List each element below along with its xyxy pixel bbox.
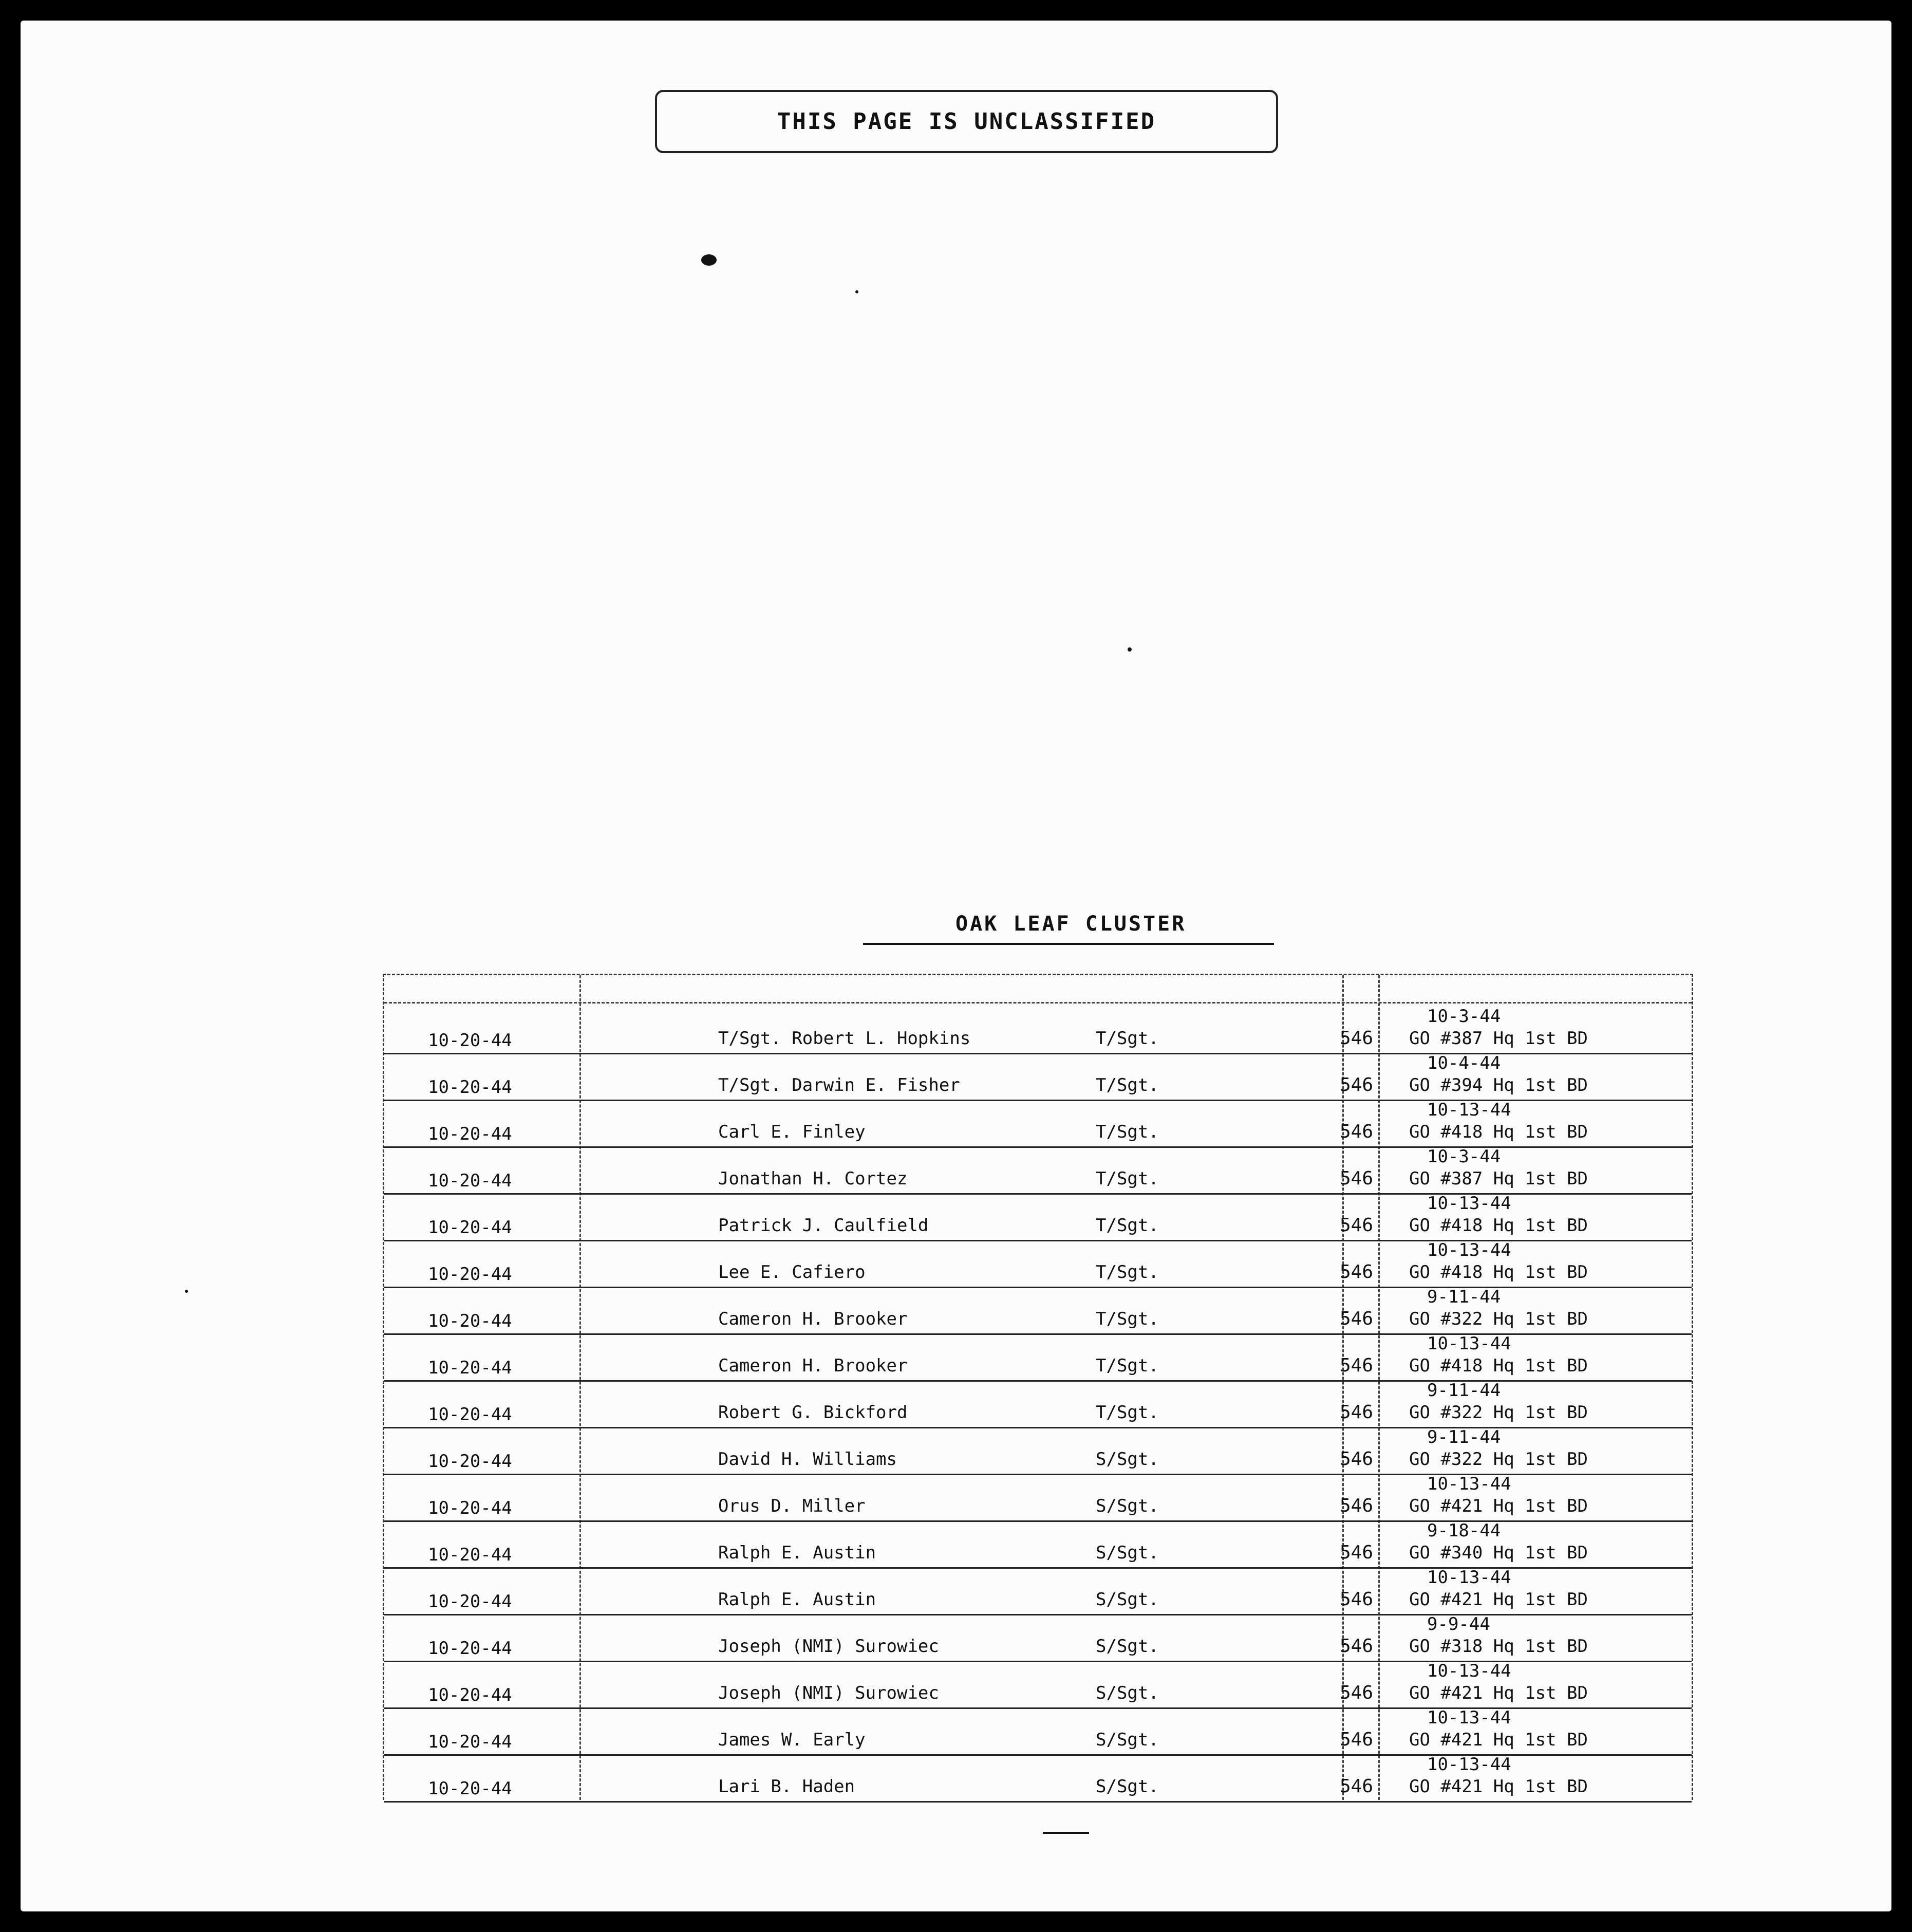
ink-speck — [185, 1290, 188, 1293]
table-row — [384, 1707, 1692, 1756]
squadron-cell: 546 — [1340, 1215, 1374, 1236]
awards-table — [383, 974, 1693, 1800]
table-row — [384, 1146, 1692, 1195]
award-date-cell: 10-20-44 — [428, 1030, 512, 1051]
squadron-cell: 546 — [1340, 1402, 1374, 1423]
general-order-cell: GO #421 Hq 1st BD — [1409, 1589, 1588, 1610]
grade-cell: S/Sgt. — [1096, 1730, 1159, 1750]
column-header-squadron — [1347, 977, 1376, 998]
general-order-cell: GO #421 Hq 1st BD — [1409, 1683, 1588, 1703]
squadron-cell: 546 — [1340, 1121, 1374, 1142]
grade-cell: T/Sgt. — [1096, 1122, 1159, 1142]
squadron-cell: 546 — [1340, 1636, 1374, 1657]
grade-cell: T/Sgt. — [1096, 1355, 1159, 1376]
award-date-cell: 10-20-44 — [428, 1545, 512, 1565]
order-date-cell: 10-13-44 — [1427, 1333, 1511, 1354]
squadron-cell: 546 — [1340, 1589, 1374, 1610]
order-date-cell: 10-13-44 — [1427, 1100, 1511, 1120]
order-date-cell: 10-13-44 — [1427, 1240, 1511, 1260]
table-row — [384, 1287, 1692, 1335]
ink-speck — [855, 290, 858, 293]
squadron-cell: 546 — [1340, 1355, 1374, 1376]
general-order-cell: GO #421 Hq 1st BD — [1409, 1496, 1588, 1516]
award-date-cell: 10-20-44 — [428, 1638, 512, 1659]
grade-cell: S/Sgt. — [1096, 1543, 1159, 1563]
award-date-cell: 10-20-44 — [428, 1311, 512, 1331]
table-row — [384, 1754, 1692, 1803]
award-date-cell: 10-20-44 — [428, 1124, 512, 1144]
squadron-cell: 546 — [1340, 1542, 1374, 1563]
recipient-name-cell: Lee E. Cafiero — [718, 1262, 866, 1283]
table-row — [384, 1380, 1692, 1428]
recipient-name-cell: T/Sgt. Darwin E. Fisher — [718, 1075, 960, 1095]
order-date-cell: 10-13-44 — [1427, 1661, 1511, 1681]
award-date-cell: 10-20-44 — [428, 1358, 512, 1378]
table-row — [384, 1614, 1692, 1662]
general-order-cell: GO #394 Hq 1st BD — [1409, 1075, 1588, 1095]
table-row — [384, 1053, 1692, 1101]
order-date-cell: 9-11-44 — [1427, 1287, 1501, 1307]
recipient-name-cell: Robert G. Bickford — [718, 1402, 908, 1423]
recipient-name-cell: Carl E. Finley — [718, 1122, 866, 1142]
classification-banner — [655, 90, 1278, 153]
header-rule — [384, 1002, 1692, 1004]
general-order-cell: GO #387 Hq 1st BD — [1409, 1028, 1588, 1049]
order-date-cell: 10-3-44 — [1427, 1006, 1501, 1027]
grade-cell: T/Sgt. — [1096, 1215, 1159, 1236]
grade-cell: T/Sgt. — [1096, 1262, 1159, 1283]
recipient-name-cell: Ralph E. Austin — [718, 1589, 876, 1610]
award-date-cell: 10-20-44 — [428, 1217, 512, 1238]
grade-cell: S/Sgt. — [1096, 1496, 1159, 1516]
order-date-cell: 10-13-44 — [1427, 1567, 1511, 1588]
award-date-cell: 10-20-44 — [428, 1778, 512, 1799]
award-date-cell: 10-20-44 — [428, 1685, 512, 1705]
order-date-cell: 9-11-44 — [1427, 1380, 1501, 1401]
order-date-cell: 9-9-44 — [1427, 1614, 1490, 1634]
ink-blot — [701, 254, 717, 266]
squadron-cell: 546 — [1340, 1074, 1374, 1095]
squadron-cell: 546 — [1340, 1448, 1374, 1470]
table-row — [384, 1567, 1692, 1615]
table-row — [384, 1474, 1692, 1522]
general-order-cell: GO #418 Hq 1st BD — [1409, 1215, 1588, 1236]
recipient-name-cell: T/Sgt. Robert L. Hopkins — [718, 1028, 971, 1049]
table-row — [384, 1661, 1692, 1709]
general-order-cell: GO #418 Hq 1st BD — [1409, 1122, 1588, 1142]
award-date-cell: 10-20-44 — [428, 1498, 512, 1518]
general-order-cell: GO #322 Hq 1st BD — [1409, 1309, 1588, 1329]
table-row — [384, 1193, 1692, 1241]
table-row — [384, 1427, 1692, 1475]
footer-rule — [1043, 1832, 1089, 1834]
squadron-cell: 546 — [1340, 1168, 1374, 1189]
squadron-cell: 546 — [1340, 1729, 1374, 1750]
column-header-grade — [1124, 977, 1329, 998]
document-title: OAK LEAF CLUSTER — [955, 912, 1187, 936]
grade-cell: S/Sgt. — [1096, 1776, 1159, 1797]
order-date-cell: 10-13-44 — [1427, 1474, 1511, 1494]
order-date-cell: 10-3-44 — [1427, 1146, 1501, 1167]
grade-cell: T/Sgt. — [1096, 1402, 1159, 1423]
order-date-cell: 10-13-44 — [1427, 1754, 1511, 1775]
ink-speck — [1128, 647, 1132, 652]
squadron-cell: 546 — [1340, 1261, 1374, 1283]
general-order-cell: GO #340 Hq 1st BD — [1409, 1543, 1588, 1563]
table-row — [384, 1520, 1692, 1569]
recipient-name-cell: Orus D. Miller — [718, 1496, 866, 1516]
order-date-cell: 10-13-44 — [1427, 1707, 1511, 1728]
general-order-cell: GO #322 Hq 1st BD — [1409, 1402, 1588, 1423]
award-date-cell: 10-20-44 — [428, 1077, 512, 1098]
order-date-cell: 9-18-44 — [1427, 1520, 1501, 1541]
award-date-cell: 10-20-44 — [428, 1451, 512, 1472]
document-page — [21, 21, 1891, 1911]
grade-cell: S/Sgt. — [1096, 1636, 1159, 1657]
recipient-name-cell: Cameron H. Brooker — [718, 1309, 908, 1329]
grade-cell: S/Sgt. — [1096, 1449, 1159, 1470]
award-date-cell: 10-20-44 — [428, 1264, 512, 1285]
general-order-cell: GO #421 Hq 1st BD — [1409, 1776, 1588, 1797]
recipient-name-cell: James W. Early — [718, 1730, 866, 1750]
squadron-cell: 546 — [1340, 1308, 1374, 1329]
order-date-cell: 10-13-44 — [1427, 1193, 1511, 1214]
award-date-cell: 10-20-44 — [428, 1171, 512, 1191]
squadron-cell: 546 — [1340, 1682, 1374, 1703]
general-order-cell: GO #421 Hq 1st BD — [1409, 1730, 1588, 1750]
table-row — [384, 1333, 1692, 1382]
recipient-name-cell: Joseph (NMI) Surowiec — [718, 1683, 939, 1703]
recipient-name-cell: David H. Williams — [718, 1449, 897, 1470]
table-row — [384, 1240, 1692, 1288]
recipient-name-cell: Joseph (NMI) Surowiec — [718, 1636, 939, 1657]
general-order-cell: GO #418 Hq 1st BD — [1409, 1262, 1588, 1283]
squadron-cell: 546 — [1340, 1495, 1374, 1516]
column-header-date — [400, 977, 569, 998]
table-row — [384, 1100, 1692, 1148]
classification-text: THIS PAGE IS UNCLASSIFIED — [777, 108, 1156, 135]
recipient-name-cell: Ralph E. Austin — [718, 1543, 876, 1563]
grade-cell: T/Sgt. — [1096, 1028, 1159, 1049]
order-date-cell: 10-4-44 — [1427, 1053, 1501, 1073]
grade-cell: T/Sgt. — [1096, 1309, 1159, 1329]
award-date-cell: 10-20-44 — [428, 1732, 512, 1752]
squadron-cell: 546 — [1340, 1776, 1374, 1797]
recipient-name-cell: Jonathan H. Cortez — [718, 1168, 908, 1189]
grade-cell: T/Sgt. — [1096, 1075, 1159, 1095]
grade-cell: S/Sgt. — [1096, 1589, 1159, 1610]
column-header-name — [600, 977, 1114, 998]
column-header-order — [1407, 977, 1674, 998]
order-date-cell: 9-11-44 — [1427, 1427, 1501, 1447]
squadron-cell: 546 — [1340, 1028, 1374, 1049]
general-order-cell: GO #318 Hq 1st BD — [1409, 1636, 1588, 1657]
recipient-name-cell: Patrick J. Caulfield — [718, 1215, 929, 1236]
award-date-cell: 10-20-44 — [428, 1591, 512, 1612]
award-date-cell: 10-20-44 — [428, 1404, 512, 1425]
general-order-cell: GO #322 Hq 1st BD — [1409, 1449, 1588, 1470]
recipient-name-cell: Cameron H. Brooker — [718, 1355, 908, 1376]
general-order-cell: GO #387 Hq 1st BD — [1409, 1168, 1588, 1189]
recipient-name-cell: Lari B. Haden — [718, 1776, 855, 1797]
grade-cell: T/Sgt. — [1096, 1168, 1159, 1189]
general-order-cell: GO #418 Hq 1st BD — [1409, 1355, 1588, 1376]
grade-cell: S/Sgt. — [1096, 1683, 1159, 1703]
table-row — [384, 1006, 1692, 1054]
